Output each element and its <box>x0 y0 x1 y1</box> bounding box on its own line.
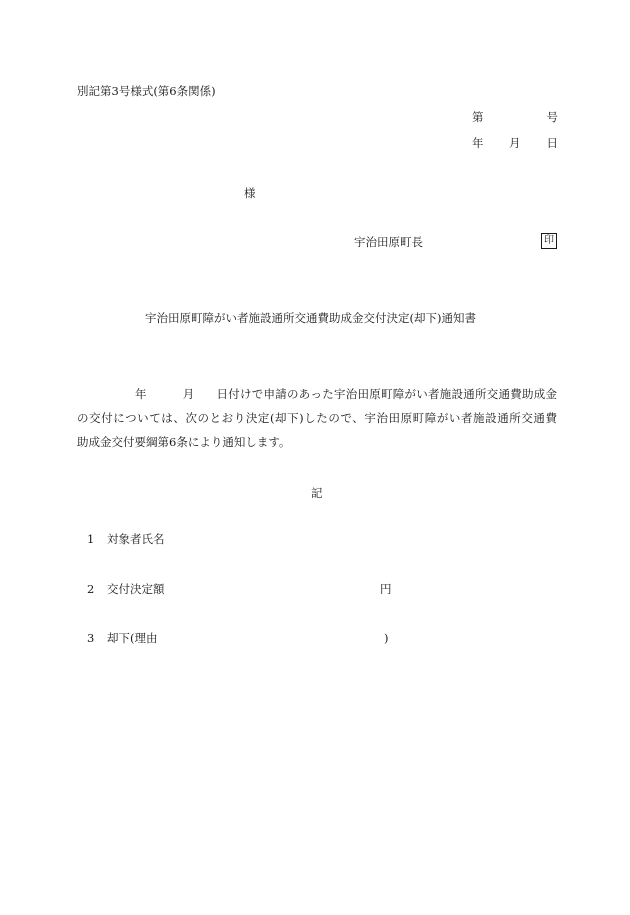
number-prefix: 第 <box>472 110 484 124</box>
number-suffix: 号 <box>546 110 558 124</box>
ki-heading: 記 <box>311 486 323 500</box>
closing-parenthesis: ) <box>384 631 389 645</box>
body-line-2: の交付については、次のとおり決定(却下)したので、宇治田原町障がい者施設通所交通費 <box>77 411 557 425</box>
date-month-label: 月 <box>509 136 521 150</box>
seal-stamp: 印 <box>541 233 557 249</box>
list-item-rejection-reason <box>87 632 158 646</box>
item-label: 交付決定額 <box>107 582 165 596</box>
body-paragraph <box>77 382 557 454</box>
yen-unit: 円 <box>380 582 392 596</box>
list-item-grant-amount <box>87 583 165 597</box>
document-title: 宇治田原町障がい者施設通所交通費助成金交付決定(却下)通知書 <box>145 311 476 325</box>
item-number: 2 <box>87 582 95 596</box>
body-year-label: 年 <box>135 387 147 401</box>
item-label: 却下(理由 <box>107 631 158 645</box>
body-line-3: 助成金交付要綱第6条により通知します。 <box>77 435 291 449</box>
list-item-target-name <box>87 533 165 547</box>
date-year-label: 年 <box>472 136 484 150</box>
item-number: 3 <box>87 631 95 645</box>
recipient-honorific: 様 <box>244 186 256 200</box>
issuer-title: 宇治田原町長 <box>354 235 423 249</box>
form-label: 別記第3号様式(第6条関係) <box>77 84 216 98</box>
item-label: 対象者氏名 <box>107 532 165 546</box>
body-line-1 <box>77 382 557 406</box>
body-month-label: 月 <box>182 387 195 401</box>
date-day-label: 日 <box>546 136 558 150</box>
body-line-1-text: 日付けで申請のあった宇治田原町障がい者施設通所交通費助成金 <box>216 387 558 401</box>
item-number: 1 <box>87 532 95 546</box>
